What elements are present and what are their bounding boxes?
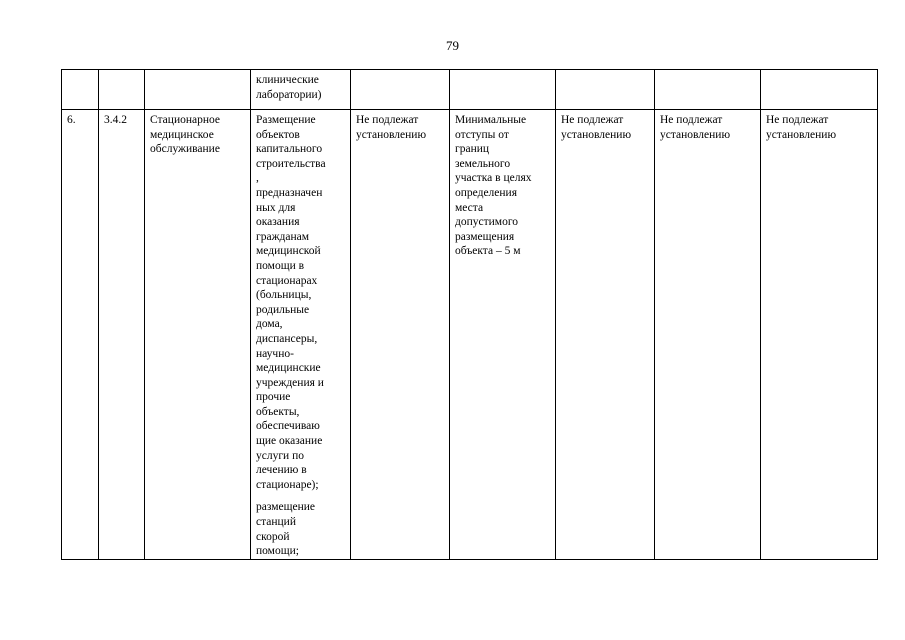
- cell-col8: [655, 110, 761, 560]
- cell-name: [145, 110, 251, 560]
- description-paragraph-1: Размещение объектов капитального строительства , предназначен ных для оказания гражданам медицинской помощи в стационарах (больницы, родильные дома, диспансеры, научно- медицинские учреждения и прочие объекты, обеспечиваю щие оказание услуги по лечению в стационаре);: [256, 114, 326, 491]
- page-number: 79: [446, 38, 459, 53]
- cell-number: [62, 110, 99, 560]
- cell-name: [145, 70, 251, 110]
- cell-code: [99, 70, 145, 110]
- cell-col7: [556, 110, 655, 560]
- row-name: Стационарное медицинское обслуживание: [150, 114, 221, 156]
- table-row-6: [62, 110, 878, 560]
- table-row-continuation: [62, 70, 878, 110]
- cell-description: [251, 110, 351, 560]
- col7-text: Не подлежат установлению: [561, 114, 632, 141]
- cell-col5: [351, 110, 450, 560]
- row-code: 3.4.2: [104, 114, 127, 126]
- cell-col6: [450, 110, 556, 560]
- description-paragraph-2: размещение станций скорой помощи;: [256, 501, 315, 558]
- cell-col6: [450, 70, 556, 110]
- col9-text: Не подлежат установлению: [766, 114, 837, 141]
- row-number: 6.: [67, 114, 76, 126]
- description-continuation: клинические лаборатории): [256, 74, 322, 101]
- cell-col7: [556, 70, 655, 110]
- col8-text: Не подлежат установлению: [660, 114, 731, 141]
- cell-number: [62, 70, 99, 110]
- cell-col5: [351, 70, 450, 110]
- cell-col9: [761, 110, 878, 560]
- col6-text: Минимальные отступы от границ земельного участка в целях определения места допустимого размещения объекта – 5 м: [455, 114, 532, 258]
- cell-col8: [655, 70, 761, 110]
- cell-code: [99, 110, 145, 560]
- regulations-table: [61, 69, 878, 560]
- cell-description: [251, 70, 351, 110]
- col5-text: Не подлежат установлению: [356, 114, 427, 141]
- cell-col9: [761, 70, 878, 110]
